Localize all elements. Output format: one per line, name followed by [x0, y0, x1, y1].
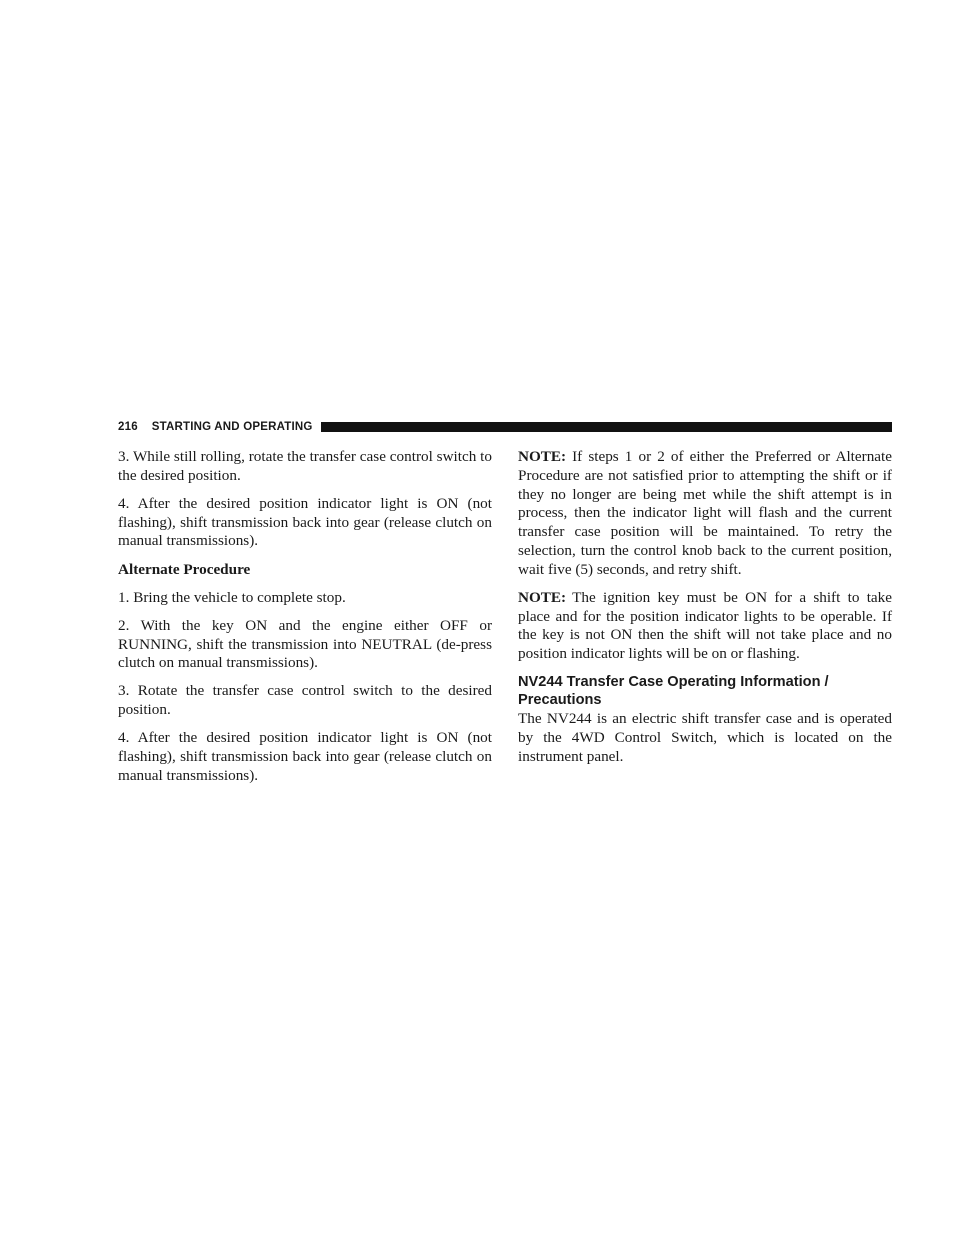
note-ignition-text: The ignition key must be ON for a shift to take place and for the position indicator lights to be operable. If the key is not ON then the shift will not take place and no position indicator lights will be on or flashing.	[518, 588, 892, 663]
note-ignition-paragraph	[518, 589, 892, 664]
alt-step-1-paragraph: 1. Bring the vehicle to complete stop.	[118, 588, 346, 606]
alt-step-3-paragraph: 3. Rotate the transfer case control switch to the desired position.	[118, 682, 492, 719]
note-procedure-text: If steps 1 or 2 of either the Preferred or Alternate Procedure are not satisfied prior to attempting the shift or if they no longer are being met while the shift attempt is in process, then the indicator light will flash and the current transfer case position will be maintained. To retry the selection, turn the control knob back to the current position, wait five (5) seconds, and retry shift.	[518, 448, 892, 578]
page-number: 216	[118, 421, 138, 433]
alt-step-4-paragraph: 4. After the desired position indicator light is ON (not flashing), shift transmission back into gear (release clutch on manual transmissions).	[118, 729, 492, 784]
alternate-procedure-heading: Alternate Procedure	[118, 560, 251, 578]
left-column	[118, 448, 492, 795]
page-header	[118, 419, 892, 435]
step-3-rolling-paragraph: 3. While still rolling, rotate the transfer case control switch to the desired position.	[118, 448, 492, 484]
note-label: NOTE:	[518, 448, 567, 465]
note-procedure-paragraph	[518, 448, 892, 580]
note-label: NOTE:	[518, 588, 567, 606]
header-rule-bar	[321, 422, 892, 432]
step-4-indicator-paragraph: 4. After the desired position indicator light is ON (not flashing), shift transmission back into gear (release clutch on manual transmissions).	[118, 494, 492, 550]
nv244-subheading: NV244 Transfer Case Operating Information / Precautions	[518, 674, 829, 709]
alt-step-2-paragraph: 2. With the key ON and the engine either OFF or RUNNING, shift the transmission into NEUTRAL (de-press clutch on manual transmissions).	[118, 616, 492, 672]
right-column	[518, 448, 892, 776]
nv244-description-paragraph: The NV244 is an electric shift transfer case and is operated by the 4WD Control Switch, which is located on the instrument panel.	[518, 710, 892, 765]
section-title: STARTING AND OPERATING	[151, 421, 313, 433]
